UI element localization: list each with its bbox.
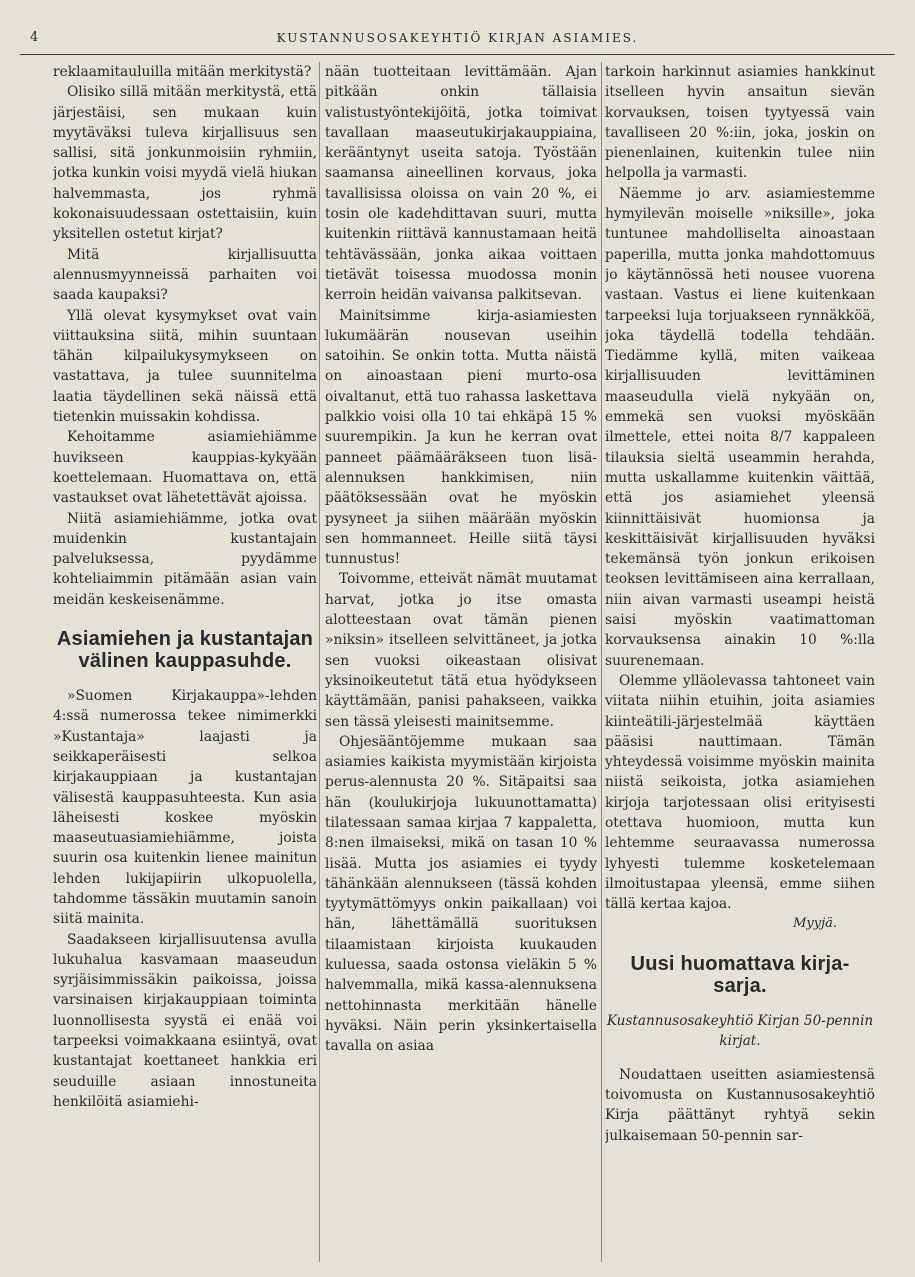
paragraph: Toivomme, etteivät nämät muutamat harvat, jotka jo itse omasta alotteestaan ovat tämän pienen »niksin» itselleen selvittäneet, ja jotka sen vuoksi oikeastaan olisivat yksinoikeutetut tätä etua hyödykseen käyttämään, panisi pahakseen, vaikka sen tässä yleisesti mainitsemme. (325, 571, 597, 730)
signature: Myyjä. (793, 916, 837, 932)
paragraph: Olemme ylläolevassa tahtoneet vain viitata niihin etuihin, joita asiamies kiinteätili-järjestelmää käyttäen pääsisi nauttimaan. Tämän yhteydessä voisimme myöskin mainita niistä seikoista, jotka asiamiehen kirjoja tarjotessaan olisi erityisesti otettava huomioon, mutta kun lehtemme seuraavassa numerossa lyhyesti tulemme kosketelemaan ilmoitustapaa yleensä, emme siihen tällä kertaa kajoa. (605, 672, 875, 913)
page-number: 4 (30, 30, 39, 45)
paragraph: Olisiko sillä mitään merkitystä, että järjestäisi, sen mukaan kuin myytäväksi tuleva kirjallisuus sen sallisi, sitä jonkunmoisiin ryhmiin, jotka kunkin voisi myydä vielä hiukan halvemmasta, jos ryhmä kokonaisuudessaan ostettaisiin, kuin yksitellen ostetut kirjat? (53, 84, 317, 243)
paragraph: nään tuotteitaan levittämään. Ajan pitkään onkin tällaisia valistustyöntekijöitä, jotka toimivat tavallaan maaseutukirjakauppiaina, kerääntynyt useita satoja. Työstään saamansa aineellinen korvaus, joka tavallisissa oloissa on vain 20 %, ei tosin ole kadehdittavan suuri, mutta kuitenkin riittävä kannustamaan heitä tehtävässään, jonka aikaa voittaen tietävät toisessa muodossa monin kerroin heidän vaivansa palkitsevan. (325, 64, 597, 304)
paragraph: tarkoin harkinnut asiamies hankkinut itselleen hyvin ansaitun sievän korvauksen, toisen tyytyessä vain tavalliseen 20 %:iin, joka, joskin on pienenlainen, kuitenkin tulee niin helpolla ja varmasti. (605, 64, 875, 182)
running-head: KUSTANNUSOSAKEYHTIÖ KIRJAN ASIAMIES. (276, 31, 639, 45)
article-heading-line: välinen kauppasuhde. (78, 650, 292, 673)
paragraph: Mainitsimme kirja-asiamiesten lukumäärän nousevan useihin satoihin. Se onkin totta. Mutta näistä on ainoastaan pieni murto-osa oivaltanut, että tuo rahassa laskettava palkkio voisi olla 10 tai ehkäpä 15 % suurempikin. Ja kun he kerran ovat panneet päämääräkseen tuon lisä-alennuksen hankkimisen, niin päätöksessään ovat he myöskin pysyneet ja siihen määrään myöskin sen hommanneet. Heille siitä täysi tunnustus! (325, 307, 597, 568)
column-3 (605, 62, 875, 1262)
paragraph: Noudattaen useitten asiamiestensä toivomusta on Kustannusosakeyhtiö Kirja päättänyt ryhtyä sekin julkaisemaan 50-pennin sar- (605, 1066, 875, 1144)
column-divider (319, 62, 320, 1262)
column-2 (325, 62, 597, 1262)
article-subtitle: Kustannusosakeyhtiö Kirjan 50-pennin kirjat. (606, 1012, 874, 1049)
column-1 (53, 62, 317, 1262)
paragraph: Yllä olevat kysymykset ovat vain viittauksina siitä, mihin suuntaan tähän kilpailukysymykseen on vastattava, ja tulee suunnitelma laatia täydellinen sekä näissä että tietenkin muissakin kohdissa. (53, 307, 317, 426)
paragraph: Mitä kirjallisuutta alennusmyynneissä parhaiten voi saada kaupaksi? (53, 246, 317, 304)
page-header (20, 30, 895, 55)
paragraph: »Suomen Kirjakauppa»-lehden 4:ssä numerossa tekee nimimerkki »Kustantaja» laajasti ja seikkaperäisesti selkoa kirjakauppiaan ja kustantajan välisestä kauppasuhteesta. Kun asia läheisesti koskee myöskin maaseutuasiamiehiämme, joista suurin osa kuitenkin lienee mainitun lehden lukijapiirin ulkopuolella, tahdomme tässäkin muutamin sanoin siitä mainita. (53, 688, 317, 928)
paragraph: Ohjesääntöjemme mukaan saa asiamies kaikista myymistään kirjoista perus-alennusta 20 %. Sitäpaitsi saa hän (koulukirjoja lukuunottamatta) tilatessaan samaa kirjaa 7 kappaletta, 8:nen ilmaiseksi, mikä on tasan 10 % lisää. Mutta jos asiamies ei tyydy tähänkään alennukseen (tässä kohden tyytymättömyys onkin paikallaan) voi hän, lähettämällä suorituksen tilaamistaan kirjoista kuukauden kuluessa, saada ostonsa vieläkin 5 % halvemmalla, mikä kassa-alennuksena nettohinnasta merkitään hänelle hyväksi. Näin perin yksinkertaisella tavalla on asiaa (325, 733, 597, 1055)
article-heading-line: Asiamiehen ja kustantajan (56, 628, 314, 651)
column-divider (601, 62, 602, 1262)
paragraph: Niitä asiamiehiämme, jotka ovat muidenkin kustantajain palveluksessa, pyydämme kohteliaimmin pitämään asian vain meidän keskeisenämme. (53, 510, 317, 608)
paragraph: Saadakseen kirjallisuutensa avulla lukuhalua kasvamaan maaseudun syrjäisimmissäkin paikoissa, joissa varsinaisen kirjakauppiaan toiminta luonnollisesta syystä ei enää voi tarpeeksi voimakkaana esiintyä, ovat kustantajat koettaneet hankkia eri seuduille asiaan innostuneita henkilöitä asiamiehi- (53, 931, 317, 1110)
paragraph: Kehoitamme asiamiehiämme huvikseen kauppias-kykyään koettelemaan. Huomattava on, että vastaukset ovat lähetettävät ajoissa. (53, 429, 317, 507)
paragraph: reklaamitauluilla mitään merkitystä? (53, 64, 312, 80)
article-heading: Uusi huomattava kirja-sarja. (630, 952, 850, 997)
paragraph: Näemme jo arv. asiamiestemme hymyilevän moiselle »niksille», joka tuntunee mahdolliselta ainoastaan paperilla, mutta jonka mahdottomuus jo käytännössä heti nousee vuorena vastaan. Vastus ei liene kuitenkaan tarpeeksi luja torjuakseen rynnäkköä, joka täydellä todella tehdään. Tiedämme kyllä, miten vaikeaa kirjallisuuden levittäminen maaseudulla vielä nykyään on, emmekä sen vuoksi myöskään ilmettele, ettei noita 8/7 kappaleen tilauksia sieltä useammin herahda, mutta uskallamme kuitenkin väittää, että jos asiamiehet yleensä kiinnittäisivät huomionsa ja keskittäisivät kirjallisuuden hyväksi tekemänsä työn jonkun erikoisen teoksen levittämiseen aina kerrallaan, niin aivan varmasti useampi heistä saisi myöskin vaatimattoman korvauksensa ainakin 10 %:lla suurenemaan. (605, 185, 875, 669)
article-heading (53, 628, 317, 672)
